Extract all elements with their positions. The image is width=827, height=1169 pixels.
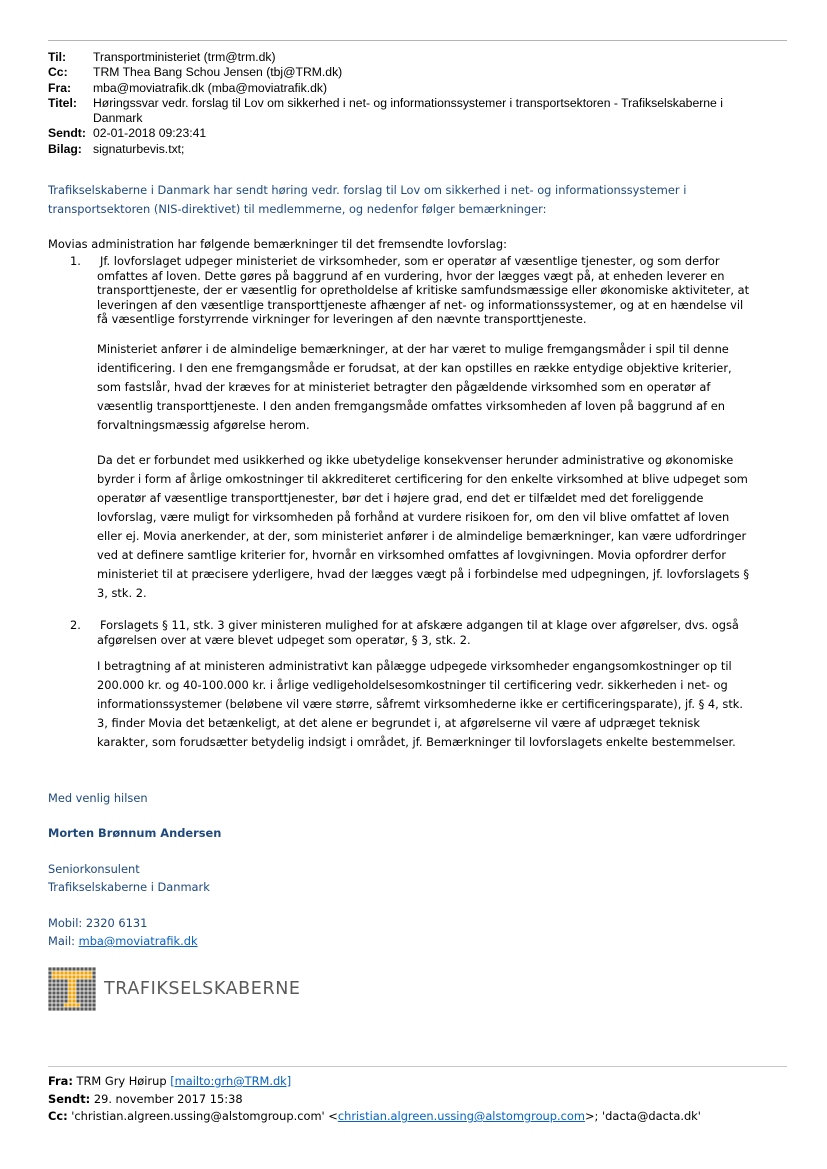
paragraph [97,657,787,752]
paragraph-line: Forslagets § 11, stk. 3 giver ministeren mulighed for at afskære adgangen til at klage over afgørelser, dvs. også [100,618,739,632]
paragraph-line: afgørelsen over at være blevet udpeget som operatør, § 3, stk. 2. [97,632,471,647]
trafikselskaberne-logo-icon [48,967,96,1011]
header-row-sent [48,126,788,141]
forwarded-cc-link[interactable]: christian.algreen.ussing@alstomgroup.com [337,1109,585,1123]
forwarded-from-name: TRM Gry Høirup [72,1074,171,1088]
list-item-first-paragraph [97,618,787,647]
paragraph-line: forvaltningsmæssig afgørelse herom. [97,418,310,432]
intro-line: Trafikselskaberne i Danmark har sendt høring vedr. forslag til Lov om sikkerhed i net- og informationssystemer i [48,183,687,197]
list-item-2-paragraph-2 [97,657,787,752]
header-top-rule [48,40,787,41]
list-item-number: 2. [70,618,81,632]
subject-line-1: Høringssvar vedr. forslag til Lov om sikkerhed i net- og informationssystemer i transportsektoren - Trafikselskaberne i [93,95,723,110]
forwarded-header [48,1073,808,1126]
list-item-2 [70,618,787,647]
cc-value: TRM Thea Bang Schou Jensen (tbj@TRM.dk) [93,65,343,80]
paragraph-line: ministeriet til at præcisere yderligere, hvad der lægges vægt på i forbindelse med udpegningen, jf. lovforslagets § [97,567,750,581]
paragraph-line: lovforslag, være muligt for virksomheden på forhånd at vurdere risikoen for, om den vil blive omfattet af loven [97,510,730,524]
header-row-subject [48,96,788,127]
paragraph [97,340,787,435]
signature-organization: Trafikselskaberne i Danmark [48,880,210,894]
logo-text: TRAFIKSELSKABERNE [104,979,301,999]
attachment-value[interactable]: signaturbevis.txt; [93,141,185,156]
to-value: Transportministeriet (trm@trm.dk) [93,50,276,64]
paragraph [97,451,787,603]
email-header [48,50,788,157]
paragraph-line: ved at definere samtlige kriterier for, hvornår en virksomhed omfattes af lovgivningen. Movia opfordrer derfor [97,548,727,562]
signature-name: Morten Brønnum Andersen [48,826,222,840]
paragraph-line: få væsentlige forstyrrende virkninger for leveringen af den nævnte transporttjeneste. [97,312,587,326]
paragraph-line: 200.000 kr. og 40-100.000 kr. i årlige vedligeholdelsesomkostninger til certificering vedr. sikkerheden i net- og [97,678,728,692]
list-item-first-paragraph [97,254,787,327]
from-label: Fra: [48,80,72,95]
cc-label: Cc: [48,65,68,80]
intro-paragraph [48,181,788,219]
paragraph-line: omfattes af loven. Dette gøres på baggrund af en vurdering, hvor der lægges vægt på, at enheden leverer en [97,268,725,283]
subject-value [93,96,788,127]
paragraph-line: leveringen af den væsentlige transporttjeneste afhænger af net- og informationssystemer, og at en hændelse vil [97,297,744,312]
paragraph-line: identificering. I den ene fremgangsmåde er forudsat, at der kan opstilles en række entydige objektive kriterier, [97,361,732,375]
from-value: mba@moviatrafik.dk (mba@moviatrafik.dk) [93,80,328,95]
forwarded-cc-label: Cc: [48,1109,68,1123]
paragraph-line: Ministeriet anfører i de almindelige bemærkninger, at der har været to mulige fremgangsmåder i spil til denne [97,342,729,356]
forwarded-cc-text: 'christian.algreen.ussing@alstomgroup.com' < [67,1109,338,1123]
paragraph-line: karakter, som forudsætter betydelig indsigt i området, jf. Bemærkninger til lovforslagets enkelte bestemmelser. [97,735,736,749]
signature-mail-link[interactable]: mba@moviatrafik.dk [78,934,198,948]
header-row-from [48,81,788,96]
signature-title-block [48,860,210,896]
header-row-to [48,50,788,65]
to-label: Til: [48,50,67,64]
list-item-number: 1. [70,254,81,268]
paragraph-line: som fastslår, hvad der kræves for at ministeriet betragter den pågældende virksomhed som en operatør af [97,380,711,394]
attachment-label: Bilag: [48,141,82,156]
forwarded-cc-text-end: >; 'dacta@dacta.dk' [584,1109,701,1123]
sent-value: 02-01-2018 09:23:41 [93,126,207,141]
signature-greeting: Med venlig hilsen [48,791,148,805]
paragraph-line: Jf. lovforslaget udpeger ministeriet de virksomheder, som er operatør af væsentlige tjenester, og som derfor [100,254,720,268]
signature-contact [48,914,198,950]
list-item-1 [70,254,787,327]
paragraph-line: Da det er forbundet med usikkerhed og ikke ubetydelige konsekvenser herunder administrative og økonomiske [97,453,734,467]
header-row-attachment [48,142,788,157]
signature-mobile: Mobil: 2320 6131 [48,916,148,930]
paragraph-line: væsentlig transporttjeneste. I den anden fremgangsmåde omfattes virksomheden af loven på baggrund af en [97,399,725,413]
sent-label: Sendt: [48,126,86,141]
forwarded-cc-row [48,1108,808,1126]
subject-line-2: Danmark [93,111,143,126]
forwarded-sent-row [48,1091,808,1109]
paragraph-line: byrder i form af årlige omkostninger til akkrediteret certificering for den enkelte virksomhed at blive udpeget som [97,472,748,486]
movias-intro: Movias administration har følgende bemærkninger til det fremsendte lovforslag: [48,237,507,251]
paragraph-line: informationssystemer (beløbene vil være større, såfremt virksomhederne ikke er certificeringsparate), jf. § 4, stk. [97,697,744,711]
forwarded-from-link[interactable]: [mailto:grh@TRM.dk] [170,1074,292,1088]
signature-mail [48,932,198,950]
paragraph-line: 3, finder Movia det betænkeligt, at det alene er begrundet i, at afgørelserne vil være af udpræget teknisk [97,716,700,730]
paragraph-line: I betragtning af at ministeren administrativt kan pålægge udpegede virksomheder engangsomkostninger op til [97,659,732,673]
subject-label: Titel: [48,95,77,110]
list-item-1-paragraph-2 [97,340,787,435]
forwarded-sent-value: 29. november 2017 15:38 [90,1091,243,1106]
paragraph-line: 3, stk. 2. [97,586,147,600]
forward-separator [48,1066,787,1067]
list-item-1-paragraph-3 [97,451,787,603]
signature-mail-label: Mail: [48,934,79,948]
header-row-cc [48,65,788,80]
forwarded-from-row [48,1073,808,1091]
paragraph-line: operatør af væsentlige transporttjenester, bør det i højere grad, end det er tilfældet med det foreliggende [97,491,704,505]
signature-title: Seniorkonsulent [48,862,140,876]
intro-line: transportsektoren (NIS-direktivet) til medlemmerne, og nedenfor følger bemærkninger: [48,202,547,216]
trafikselskaberne-logo [48,967,308,1011]
forwarded-from-label: Fra: [48,1074,73,1088]
paragraph-line: transporttjeneste, der er væsentlig for opretholdelse af kritiske samfundsmæssige eller økonomiske aktiviteter, at [97,283,750,297]
paragraph-line: eller ej. Movia anerkender, at der, som ministeriet anfører i de almindelige bemærkninger, kan være udfordringer [97,529,747,543]
forwarded-sent-label: Sendt: [48,1091,91,1106]
